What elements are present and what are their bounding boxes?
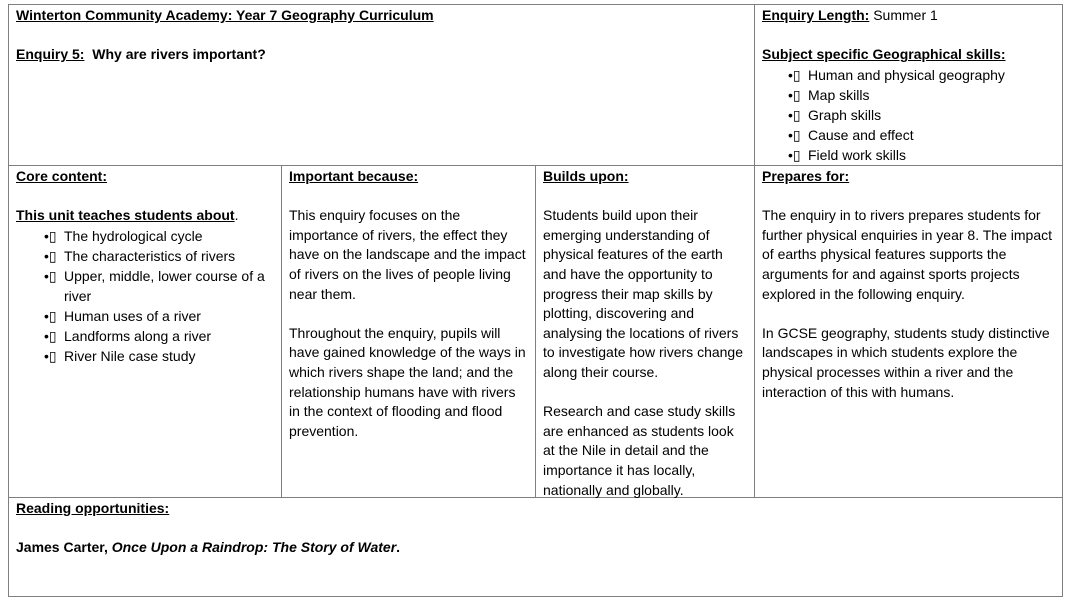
enquiry-line bbox=[16, 45, 746, 65]
list-item: •▯ The hydrological cycle bbox=[44, 227, 203, 244]
enquiry-label: Enquiry 5: bbox=[16, 46, 85, 63]
builds-heading: Builds upon: bbox=[543, 168, 629, 184]
reading-heading: Reading opportunities: bbox=[16, 500, 170, 516]
prepares-for-cell bbox=[762, 167, 1057, 402]
prepares-paragraph-2: In GCSE geography, students study distinctive landscapes in which students explore the physical processes within a river and the interaction of this with humans. bbox=[762, 324, 1050, 400]
header-right-cell bbox=[762, 6, 1057, 165]
reading-cell bbox=[16, 499, 1056, 558]
list-item: •▯ Cause and effect bbox=[788, 126, 914, 143]
reading-separator: , bbox=[103, 539, 112, 556]
enquiry-question: Why are rivers important? bbox=[92, 46, 266, 63]
table-border-right bbox=[1062, 4, 1063, 597]
list-item: •▯ River Nile case study bbox=[44, 347, 196, 364]
bullet-icon: •▯ bbox=[44, 267, 57, 284]
core-subheading-line bbox=[16, 206, 276, 226]
important-paragraph-2: Throughout the enquiry, pupils will have gained knowledge of the ways in which rivers shape the land; and the relationship humans have with rivers in the context of flooding and flood prevention. bbox=[289, 324, 526, 439]
core-subheading-suffix: . bbox=[234, 207, 239, 224]
book-author: James Carter bbox=[16, 539, 104, 556]
list-item: •▯ Field work skills bbox=[788, 146, 907, 163]
core-list bbox=[44, 226, 276, 366]
page-title: Winterton Community Academy: Year 7 Geography Curriculum bbox=[16, 7, 434, 23]
builds-paragraph-2: Research and case study skills are enhanced as students look at the Nile in detail and the importance it has locally, nationally and globally. bbox=[543, 403, 736, 498]
list-item: •▯ Human and physical geography bbox=[788, 66, 1005, 83]
bullet-icon: •▯ bbox=[44, 227, 57, 244]
skills-list bbox=[788, 65, 1057, 165]
bullet-icon: •▯ bbox=[788, 146, 801, 163]
builds-paragraph-1: Students build upon their emerging understanding of physical features of the earth and have the opportunity to progress their map skills by plotting, discovering and analysing the locations of rivers to investigate how rivers change along their course. bbox=[543, 207, 743, 380]
list-item: •▯ Map skills bbox=[788, 86, 870, 103]
bullet-icon: •▯ bbox=[44, 247, 57, 264]
header-left-cell bbox=[16, 6, 746, 65]
prepares-paragraph-1: The enquiry in to rivers prepares students for further physical enquiries in year 8. The impact of earths physical features supports the arguments for and against sports projects explored in the following enquiry. bbox=[762, 207, 1052, 302]
important-cell bbox=[289, 167, 529, 441]
important-heading: Important because: bbox=[289, 168, 419, 184]
length-label: Enquiry Length: bbox=[762, 7, 870, 23]
bullet-icon: •▯ bbox=[44, 327, 57, 344]
bullet-icon: •▯ bbox=[44, 307, 57, 324]
skills-heading: Subject specific Geographical skills: bbox=[762, 46, 1006, 63]
core-heading: Core content: bbox=[16, 168, 107, 184]
bullet-icon: •▯ bbox=[788, 106, 801, 123]
table-border-top bbox=[8, 4, 1063, 5]
bullet-icon: •▯ bbox=[788, 66, 801, 83]
core-subheading: This unit teaches students about bbox=[16, 207, 235, 224]
important-paragraph-1: This enquiry focuses on the importance of rivers, the effect they have on the landscape and the impact of rivers on the lives of people living near them. bbox=[289, 207, 526, 302]
bullet-icon: •▯ bbox=[788, 86, 801, 103]
list-item: •▯ Graph skills bbox=[788, 106, 882, 123]
table-border-bottom bbox=[8, 596, 1063, 597]
list-item: •▯ The characteristics of rivers bbox=[44, 247, 236, 264]
list-item: •▯ Landforms along a river bbox=[44, 327, 212, 344]
prepares-heading: Prepares for: bbox=[762, 168, 850, 184]
col-divider-2 bbox=[535, 165, 536, 498]
length-value: Summer 1 bbox=[873, 7, 938, 23]
reading-entry bbox=[16, 538, 1056, 558]
builds-upon-cell bbox=[543, 167, 749, 500]
list-item: •▯ Human uses of a river bbox=[44, 307, 201, 324]
list-item: •▯ Upper, middle, lower course of a river bbox=[44, 267, 265, 304]
book-title: Once Upon a Raindrop: The Story of Water bbox=[111, 539, 397, 556]
reading-suffix: . bbox=[396, 539, 401, 556]
col-divider-1 bbox=[281, 165, 282, 498]
enquiry-length bbox=[762, 6, 1057, 26]
col-divider-main bbox=[754, 4, 755, 498]
bullet-icon: •▯ bbox=[788, 126, 801, 143]
core-content-cell bbox=[16, 167, 276, 366]
bullet-icon: •▯ bbox=[44, 347, 57, 364]
table-border-left bbox=[8, 4, 9, 597]
